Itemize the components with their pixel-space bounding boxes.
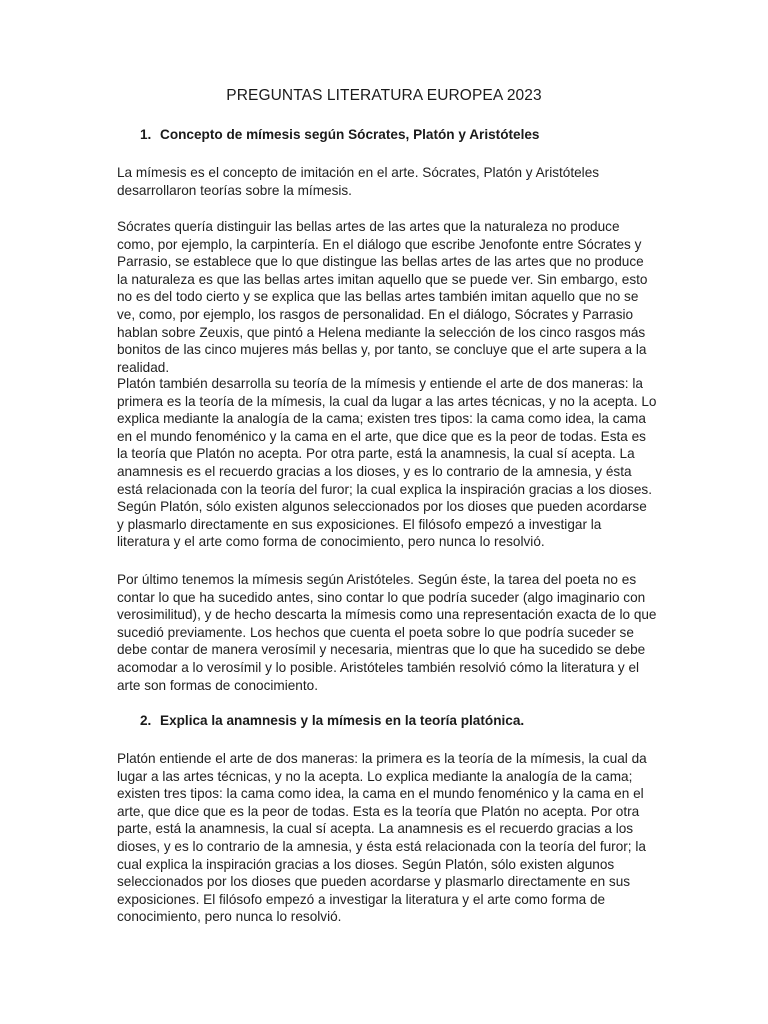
section-number-2: 2. (140, 713, 152, 728)
section-number-1: 1. (140, 127, 152, 142)
section-heading-2 (140, 713, 524, 728)
paragraph-1-2: Sócrates quería distinguir las bellas artes de las artes que la naturaleza no produce como, por ejemplo, la carpintería. En el diálogo que escribe Jenofonte entre Sócrates y Parrasio, se establece que lo que distingue las bellas artes de las artes que no produce la naturaleza es que las bellas artes imitan aquello que se puede ver. Sin embargo, esto no es del todo cierto y se explica que las bellas artes también imitan aquello que no se ve, como, por ejemplo, los rasgos de personalidad. En el diálogo, Sócrates y Parrasio hablan sobre Zeuxis, que pintó a Helena mediante la selección de los cinco rasgos más bonitos de las cinco mujeres más bellas y, por tanto, se concluye que el arte supera a la realidad. (117, 219, 648, 375)
section-heading-text-1: Concepto de mímesis según Sócrates, Platón y Aristóteles (160, 127, 540, 142)
paragraph-1-4: Por último tenemos la mímesis según Aristóteles. Según éste, la tarea del poeta no es contar lo que ha sucedido antes, sino contar lo que podría suceder (algo imaginario con verosimilitud), y de hecho descarta la mímesis como una representación exacta de lo que sucedió previamente. Los hechos que cuenta el poeta sobre lo que podría suceder se debe contar de manera verosímil y necesaria, mientras que lo que ha sucedido se debe acomodar a lo verosímil y lo posible. Aristóteles también resolvió cómo la literatura y el arte son formas de conocimiento. (117, 572, 657, 693)
paragraph-1-1: La mímesis es el concepto de imitación en el arte. Sócrates, Platón y Aristóteles desarrollaron teorías sobre la mímesis. (117, 165, 600, 198)
document-title: PREGUNTAS LITERATURA EUROPEA 2023 (226, 87, 542, 104)
section-heading-text-2: Explica la anamnesis y la mímesis en la teoría platónica. (160, 713, 525, 728)
section-heading-1 (140, 127, 539, 142)
paragraph-2-1: Platón entiende el arte de dos maneras: la primera es la teoría de la mímesis, la cual da lugar a las artes técnicas, y no la acepta. Lo explica mediante la analogía de la cama; existen tres tipos: la cama como idea, la cama en el mundo fenoménico y la cama en el arte, que dice que es la peor de todas. Esta es la teoría que Platón no acepta. Por otra parte, está la anamnesis, la cual sí acepta. La anamnesis es el recuerdo gracias a los dioses, y es lo contrario de la amnesia, y ésta está relacionada con la teoría del furor; la cual explica la inspiración gracias a los dioses. Según Platón, sólo existen algunos seleccionados por los dioses que pueden acordarse y plasmarlo directamente en sus exposiciones. El filósofo empezó a investigar la literatura y el arte como forma de conocimiento, pero nunca lo resolvió. (117, 751, 647, 925)
paragraph-1-3: Platón también desarrolla su teoría de la mímesis y entiende el arte de dos maneras: la primera es la teoría de la mímesis, la cual da lugar a las artes técnicas, y no la acepta. Lo explica mediante la analogía de la cama; existen tres tipos: la cama como idea, la cama en el mundo fenoménico y la cama en el arte, que dice que es la peor de todas. Esta es la teoría que Platón no acepta. Por otra parte, está la anamnesis, la cual sí acepta. La anamnesis es el recuerdo gracias a los dioses, y es lo contrario de la amnesia, y ésta está relacionada con la teoría del furor; la cual explica la inspiración gracias a los dioses. Según Platón, sólo existen algunos seleccionados por los dioses que pueden acordarse y plasmarlo directamente en sus exposiciones. El filósofo empezó a investigar la literatura y el arte como forma de conocimiento, pero nunca lo resolvió. (117, 376, 657, 550)
